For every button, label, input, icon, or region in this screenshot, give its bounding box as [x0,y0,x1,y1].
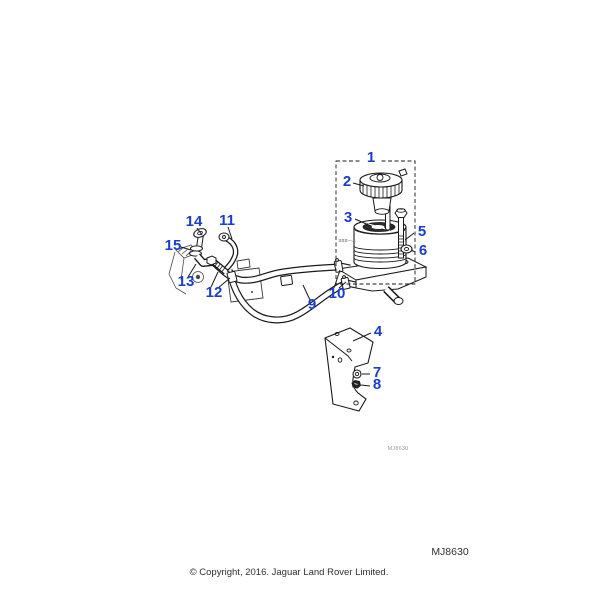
callout-15[interactable]: 15 [164,237,182,254]
banjo-bolt [193,227,208,247]
callout-2[interactable]: 2 [342,173,352,190]
callout-3[interactable]: 3 [343,209,353,226]
callout-10[interactable]: 10 [328,285,346,302]
copyright-notice: © Copyright, 2016. Jaguar Land Rover Limited. [189,567,389,578]
figure-number: MJ8630 [431,546,469,558]
callout-12[interactable]: 12 [205,284,223,301]
hose-sleeve [280,275,292,285]
bracket-nut [352,381,361,389]
figure-number-small: MJ8630 [387,446,409,452]
callout-5[interactable]: 5 [417,223,427,240]
jumper-pipe [219,233,236,269]
callout-6[interactable]: 6 [418,242,428,259]
callout-8[interactable]: 8 [372,376,382,393]
callout-9[interactable]: 9 [307,296,317,313]
reservoir-marking: SSS [338,238,348,243]
callout-13[interactable]: 13 [177,273,195,290]
callout-1[interactable]: 1 [366,149,376,166]
callout-14[interactable]: 14 [185,213,203,230]
mounting-bracket [325,328,373,411]
callout-7[interactable]: 7 [372,364,382,381]
washer [401,245,412,253]
callout-4[interactable]: 4 [373,323,383,340]
reservoir-cap [360,169,407,214]
callout-11[interactable]: 11 [219,212,235,229]
bracket-washer [353,370,361,378]
